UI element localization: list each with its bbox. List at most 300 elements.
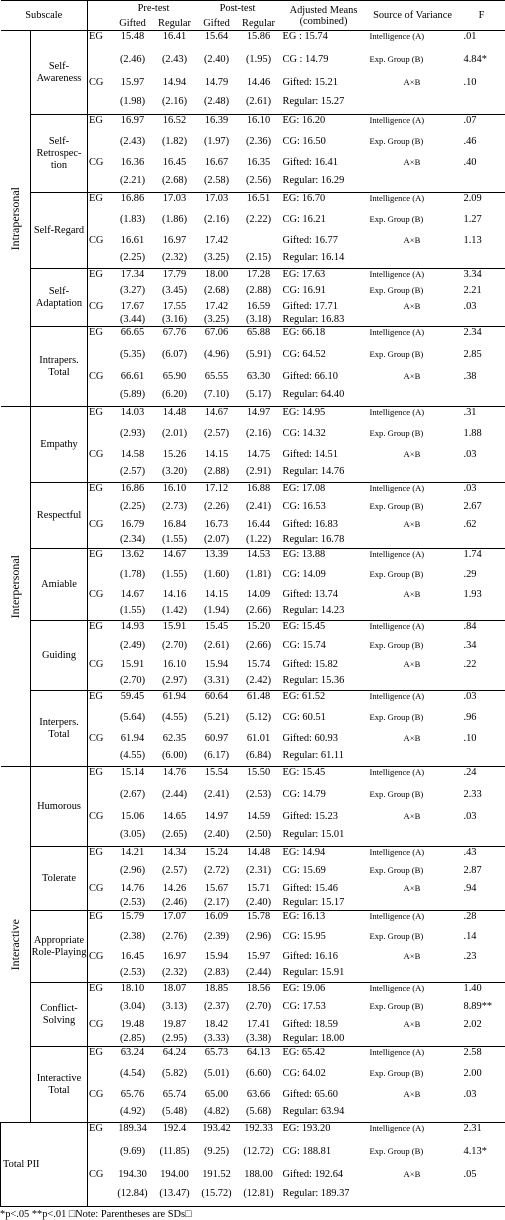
cell-eg-pre_r-sd: (5.82) bbox=[154, 1068, 196, 1089]
cell-eg-post_r-sd: (2.88) bbox=[238, 285, 280, 301]
cell-cg-post_r: 188.00 bbox=[238, 1169, 280, 1188]
eg-label: EG bbox=[88, 327, 112, 371]
cell-cg-post_r-sd: (2.56) bbox=[238, 175, 280, 193]
cell-eg-post_g-sd: (2.61) bbox=[196, 640, 238, 659]
adjusted-mean: Regular: 61.11 bbox=[280, 750, 368, 767]
f-value bbox=[458, 967, 505, 983]
source-of-variance bbox=[368, 829, 458, 847]
cell-eg-pre_g: 59.45 bbox=[112, 691, 154, 712]
f-value: 1.27 bbox=[458, 214, 505, 235]
cell-eg-pre_r: 16.52 bbox=[154, 115, 196, 136]
group-name: Interpersonal bbox=[9, 555, 21, 618]
cell-cg-pre_r: 65.90 bbox=[154, 371, 196, 389]
f-value bbox=[458, 389, 505, 407]
f-value bbox=[458, 750, 505, 767]
f-value: .10 bbox=[458, 733, 505, 750]
source-of-variance: A×B bbox=[368, 951, 458, 967]
cell-cg-post_g: 191.52 bbox=[196, 1169, 238, 1188]
cell-eg-post_r-sd: (1.95) bbox=[238, 54, 280, 77]
cell-eg-post_g: 193.42 bbox=[196, 1123, 238, 1146]
source-of-variance bbox=[368, 750, 458, 767]
eg-label: EG bbox=[88, 549, 112, 589]
adjusted-mean: CG: 60.51 bbox=[280, 712, 368, 733]
source-of-variance: Exp. Group (B) bbox=[368, 1068, 458, 1089]
pretest-header: Pre-test bbox=[112, 1, 196, 17]
cell-cg-post_g-sd: (2.40) bbox=[196, 829, 238, 847]
f-value: 1.88 bbox=[458, 428, 505, 449]
cell-cg-pre_g: 15.91 bbox=[112, 659, 154, 675]
cell-eg-post_g: 15.45 bbox=[196, 621, 238, 640]
cell-eg-pre_r: 17.03 bbox=[154, 193, 196, 214]
cell-eg-pre_r: 14.67 bbox=[154, 549, 196, 569]
cell-cg-pre_g-sd: (1.55) bbox=[112, 605, 154, 621]
source-of-variance: A×B bbox=[368, 77, 458, 96]
subscale-label: Self-Awareness bbox=[31, 31, 88, 115]
source-of-variance: A×B bbox=[368, 235, 458, 252]
f-value: 2.58 bbox=[458, 1047, 505, 1068]
adjusted-mean: Gifted: 13.74 bbox=[280, 589, 368, 605]
group-name: Intrapersonal bbox=[9, 187, 21, 250]
adjusted-mean: Gifted: 15.46 bbox=[280, 883, 368, 897]
cell-cg-post_g-sd: (2.07) bbox=[196, 534, 238, 549]
cell-cg-pre_g: 65.76 bbox=[112, 1089, 154, 1106]
cell-eg-post_r: 15.86 bbox=[238, 31, 280, 54]
f-value: 2.00 bbox=[458, 1068, 505, 1089]
adjusted-mean: Regular: 14.23 bbox=[280, 605, 368, 621]
cell-cg-post_r: 14.59 bbox=[238, 811, 280, 829]
cell-eg-post_g: 15.54 bbox=[196, 767, 238, 789]
source-of-variance bbox=[368, 389, 458, 407]
cell-eg-post_r-sd: (2.70) bbox=[238, 1001, 280, 1019]
cell-eg-pre_g-sd: (2.96) bbox=[112, 865, 154, 883]
source-of-variance: Exp. Group (B) bbox=[368, 54, 458, 77]
cell-cg-post_r bbox=[238, 235, 280, 252]
adjusted-mean: EG: 17.63 bbox=[280, 269, 368, 285]
f-value: .03 bbox=[458, 691, 505, 712]
cell-eg-pre_r: 17.79 bbox=[154, 269, 196, 285]
cell-cg-pre_g: 15.97 bbox=[112, 77, 154, 96]
cell-eg-post_r-sd: (2.41) bbox=[238, 501, 280, 519]
cell-eg-post_g: 13.39 bbox=[196, 549, 238, 569]
eg-label: EG bbox=[88, 691, 112, 733]
adjusted-mean: Gifted: 16.83 bbox=[280, 519, 368, 534]
adjusted-mean: Regular: 15.27 bbox=[280, 96, 368, 115]
eg-label: EG bbox=[88, 115, 112, 157]
f-value bbox=[458, 829, 505, 847]
source-of-variance: Exp. Group (B) bbox=[368, 1146, 458, 1169]
cell-cg-pre_g: 66.61 bbox=[112, 371, 154, 389]
f-value: .62 bbox=[458, 519, 505, 534]
cg-label: CG bbox=[88, 1019, 112, 1047]
subscale-label: Self-Adaptation bbox=[31, 269, 88, 327]
cell-cg-post_r: 61.01 bbox=[238, 733, 280, 750]
cell-eg-pre_r: 61.94 bbox=[154, 691, 196, 712]
eg-label: EG bbox=[88, 767, 112, 811]
source-of-variance: Exp. Group (B) bbox=[368, 640, 458, 659]
adjusted-mean: Gifted: 18.59 bbox=[280, 1019, 368, 1033]
cg-label: CG bbox=[88, 659, 112, 691]
cell-cg-post_g: 16.73 bbox=[196, 519, 238, 534]
cell-eg-post_r: 15.78 bbox=[238, 911, 280, 931]
cell-cg-pre_r: 65.74 bbox=[154, 1089, 196, 1106]
f-value bbox=[458, 252, 505, 269]
cell-cg-post_r-sd: (3.38) bbox=[238, 1033, 280, 1047]
cell-eg-post_g-sd: (2.68) bbox=[196, 285, 238, 301]
cell-cg-post_g: 14.97 bbox=[196, 811, 238, 829]
cell-cg-post_g-sd: (4.82) bbox=[196, 1106, 238, 1123]
adjusted-mean: Gifted: 15.82 bbox=[280, 659, 368, 675]
adjusted-mean: CG: 15.74 bbox=[280, 640, 368, 659]
cell-eg-post_r: 192.33 bbox=[238, 1123, 280, 1146]
adjusted-mean: EG: 61.52 bbox=[280, 691, 368, 712]
cell-cg-post_g: 17.42 bbox=[196, 235, 238, 252]
cell-eg-pre_g: 189.34 bbox=[112, 1123, 154, 1146]
adjusted-mean: EG: 65.42 bbox=[280, 1047, 368, 1068]
table-row bbox=[1, 691, 505, 712]
cell-eg-pre_g-sd: (3.04) bbox=[112, 1001, 154, 1019]
source-of-variance bbox=[368, 314, 458, 327]
adjusted-mean: Regular: 16.29 bbox=[280, 175, 368, 193]
cell-cg-pre_r-sd: (3.20) bbox=[154, 466, 196, 483]
source-of-variance: Intelligence (A) bbox=[368, 847, 458, 865]
subscale-label: Humorous bbox=[31, 767, 88, 847]
adjusted-mean: EG: 14.94 bbox=[280, 847, 368, 865]
f-value bbox=[458, 897, 505, 911]
cell-eg-pre_r: 16.10 bbox=[154, 483, 196, 501]
source-of-variance: A×B bbox=[368, 519, 458, 534]
source-of-variance: A×B bbox=[368, 1019, 458, 1033]
cell-eg-pre_r-sd: (1.55) bbox=[154, 569, 196, 589]
adjusted-mean: Gifted: 16.41 bbox=[280, 157, 368, 175]
table-row bbox=[1, 327, 505, 349]
cell-cg-pre_g-sd: (2.57) bbox=[112, 466, 154, 483]
eg-label: EG bbox=[88, 193, 112, 235]
cell-eg-pre_g: 15.48 bbox=[112, 31, 154, 54]
cell-eg-post_g: 60.64 bbox=[196, 691, 238, 712]
total-label: Total PII bbox=[1, 1123, 88, 1207]
cell-cg-post_g-sd: (2.48) bbox=[196, 96, 238, 115]
cg-label: CG bbox=[88, 951, 112, 983]
adjusted-mean: EG: 66.18 bbox=[280, 327, 368, 349]
source-of-variance: Intelligence (A) bbox=[368, 691, 458, 712]
cell-cg-post_g-sd: (3.25) bbox=[196, 252, 238, 269]
source-of-variance bbox=[368, 1188, 458, 1207]
f-value: .96 bbox=[458, 712, 505, 733]
table-row bbox=[1, 767, 505, 789]
table-row bbox=[1, 1047, 505, 1068]
cell-eg-post_g-sd: (2.40) bbox=[196, 54, 238, 77]
cell-eg-pre_r-sd: (1.86) bbox=[154, 214, 196, 235]
cell-eg-pre_r-sd: (2.01) bbox=[154, 428, 196, 449]
cell-cg-post_g-sd: (1.94) bbox=[196, 605, 238, 621]
f-value: 2.34 bbox=[458, 327, 505, 349]
table-row bbox=[1, 911, 505, 931]
adjusted-mean: Regular: 63.94 bbox=[280, 1106, 368, 1123]
adjusted-mean: CG: 15.95 bbox=[280, 931, 368, 951]
cell-cg-pre_r-sd: (2.46) bbox=[154, 897, 196, 911]
cell-cg-post_g-sd: (7.10) bbox=[196, 389, 238, 407]
cell-eg-pre_g: 18.10 bbox=[112, 983, 154, 1001]
cell-cg-post_g-sd: (2.17) bbox=[196, 897, 238, 911]
f-value: 8.89** bbox=[458, 1001, 505, 1019]
cell-cg-pre_r: 16.10 bbox=[154, 659, 196, 675]
cell-eg-post_g: 17.12 bbox=[196, 483, 238, 501]
adjusted-mean: EG: 15.45 bbox=[280, 621, 368, 640]
table-row bbox=[1, 115, 505, 136]
cell-eg-pre_r-sd: (6.07) bbox=[154, 349, 196, 371]
f-value bbox=[458, 175, 505, 193]
cell-eg-post_r-sd: (2.16) bbox=[238, 428, 280, 449]
cell-eg-post_g: 17.03 bbox=[196, 193, 238, 214]
adjusted-mean: CG: 64.52 bbox=[280, 349, 368, 371]
cell-eg-pre_g: 16.86 bbox=[112, 193, 154, 214]
subscale-label: Interpers. Total bbox=[31, 691, 88, 767]
cell-eg-pre_r-sd: (2.43) bbox=[154, 54, 196, 77]
cell-eg-pre_r-sd: (2.73) bbox=[154, 501, 196, 519]
subscale-label: Intrapers. Total bbox=[31, 327, 88, 407]
subscale-label: Interactive Total bbox=[31, 1047, 88, 1123]
f-value: 2.87 bbox=[458, 865, 505, 883]
cg-label: CG bbox=[88, 449, 112, 483]
cell-cg-pre_g: 14.58 bbox=[112, 449, 154, 466]
f-value: .34 bbox=[458, 640, 505, 659]
table-row bbox=[1, 483, 505, 501]
cell-eg-pre_g-sd: (3.27) bbox=[112, 285, 154, 301]
source-of-variance: Intelligence (A) bbox=[368, 193, 458, 214]
cell-cg-post_g-sd: (6.17) bbox=[196, 750, 238, 767]
pretest-regular-header: Regular bbox=[154, 17, 196, 31]
cell-cg-pre_r: 19.87 bbox=[154, 1019, 196, 1033]
posttest-regular-header: Regular bbox=[238, 17, 280, 31]
cg-label: CG bbox=[88, 157, 112, 193]
source-of-variance: Exp. Group (B) bbox=[368, 501, 458, 519]
cell-cg-pre_g-sd: (2.34) bbox=[112, 534, 154, 549]
cell-cg-pre_g-sd: (2.70) bbox=[112, 675, 154, 691]
adjusted-mean: Gifted: 14.51 bbox=[280, 449, 368, 466]
posttest-gifted-header: Gifted bbox=[196, 17, 238, 31]
cell-eg-post_g-sd: (1.60) bbox=[196, 569, 238, 589]
cell-eg-post_g: 65.73 bbox=[196, 1047, 238, 1068]
cg-label: CG bbox=[88, 371, 112, 407]
cell-eg-post_r-sd: (5.91) bbox=[238, 349, 280, 371]
source-of-variance: Intelligence (A) bbox=[368, 327, 458, 349]
source-of-variance: Exp. Group (B) bbox=[368, 931, 458, 951]
cell-cg-post_r: 14.75 bbox=[238, 449, 280, 466]
table-row bbox=[1, 269, 505, 285]
cell-cg-pre_g: 61.94 bbox=[112, 733, 154, 750]
cell-cg-pre_g: 19.48 bbox=[112, 1019, 154, 1033]
cell-cg-pre_g-sd: (1.98) bbox=[112, 96, 154, 115]
source-of-variance: Exp. Group (B) bbox=[368, 214, 458, 235]
f-value: .29 bbox=[458, 569, 505, 589]
cell-eg-post_g: 16.09 bbox=[196, 911, 238, 931]
table-row bbox=[1, 1123, 505, 1146]
table-row bbox=[1, 847, 505, 865]
cell-cg-post_g: 14.15 bbox=[196, 589, 238, 605]
cell-cg-post_r-sd: (3.18) bbox=[238, 314, 280, 327]
cell-cg-post_r: 16.59 bbox=[238, 301, 280, 314]
adjusted-mean: Gifted: 17.71 bbox=[280, 301, 368, 314]
source-of-variance: Intelligence (A) bbox=[368, 911, 458, 931]
cell-eg-post_g-sd: (2.41) bbox=[196, 789, 238, 811]
cell-cg-post_g: 14.15 bbox=[196, 449, 238, 466]
cell-eg-pre_r-sd: (2.57) bbox=[154, 865, 196, 883]
f-value: 1.40 bbox=[458, 983, 505, 1001]
source-of-variance: Intelligence (A) bbox=[368, 407, 458, 428]
cell-cg-pre_g-sd: (3.44) bbox=[112, 314, 154, 327]
cell-eg-pre_r: 14.34 bbox=[154, 847, 196, 865]
cell-eg-pre_r-sd: (3.45) bbox=[154, 285, 196, 301]
source-of-variance: Intelligence (A) bbox=[368, 1047, 458, 1068]
f-header: F bbox=[458, 1, 505, 31]
cell-cg-post_r: 16.35 bbox=[238, 157, 280, 175]
cell-cg-pre_r-sd: (2.32) bbox=[154, 252, 196, 269]
cell-cg-pre_r: 62.35 bbox=[154, 733, 196, 750]
cell-eg-post_g-sd: (9.25) bbox=[196, 1146, 238, 1169]
cell-cg-post_g: 15.94 bbox=[196, 951, 238, 967]
cell-cg-post_r-sd: (2.66) bbox=[238, 605, 280, 621]
f-value bbox=[458, 605, 505, 621]
f-value: .14 bbox=[458, 931, 505, 951]
source-of-variance bbox=[368, 1033, 458, 1047]
cell-eg-post_g-sd: (2.39) bbox=[196, 931, 238, 951]
cell-cg-post_r-sd: (2.61) bbox=[238, 96, 280, 115]
cell-cg-post_r-sd: (12.81) bbox=[238, 1188, 280, 1207]
adjusted-mean: CG: 14.09 bbox=[280, 569, 368, 589]
source-of-variance bbox=[368, 534, 458, 549]
cell-cg-pre_r-sd: (2.95) bbox=[154, 1033, 196, 1047]
cell-eg-post_g: 16.39 bbox=[196, 115, 238, 136]
cell-cg-pre_r: 14.16 bbox=[154, 589, 196, 605]
f-value bbox=[458, 1188, 505, 1207]
cell-cg-post_r: 63.66 bbox=[238, 1089, 280, 1106]
cell-eg-post_r: 14.48 bbox=[238, 847, 280, 865]
adjusted-mean: EG: 17.08 bbox=[280, 483, 368, 501]
cell-cg-post_g: 14.79 bbox=[196, 77, 238, 96]
cell-eg-pre_g: 17.34 bbox=[112, 269, 154, 285]
adjusted-mean: CG: 64.02 bbox=[280, 1068, 368, 1089]
cell-cg-post_r: 63.30 bbox=[238, 371, 280, 389]
cell-cg-pre_r-sd: (1.42) bbox=[154, 605, 196, 621]
cell-cg-post_r: 15.71 bbox=[238, 883, 280, 897]
source-of-variance: A×B bbox=[368, 1089, 458, 1106]
adjusted-mean: CG: 14.79 bbox=[280, 789, 368, 811]
f-value: 2.33 bbox=[458, 789, 505, 811]
cell-cg-pre_r: 14.26 bbox=[154, 883, 196, 897]
source-of-variance bbox=[368, 605, 458, 621]
source-of-variance: Intelligence (A) bbox=[368, 1123, 458, 1146]
subscale-label: Self-Retrospec-tion bbox=[31, 115, 88, 193]
cell-eg-post_r: 18.56 bbox=[238, 983, 280, 1001]
cell-eg-post_g: 15.24 bbox=[196, 847, 238, 865]
cell-cg-post_r: 16.44 bbox=[238, 519, 280, 534]
cell-eg-pre_r: 67.76 bbox=[154, 327, 196, 349]
table-row bbox=[1, 983, 505, 1001]
f-value bbox=[458, 534, 505, 549]
f-value: .07 bbox=[458, 115, 505, 136]
source-of-variance bbox=[368, 466, 458, 483]
cell-cg-post_r-sd: (6.84) bbox=[238, 750, 280, 767]
cell-eg-post_r-sd: (6.60) bbox=[238, 1068, 280, 1089]
source-of-variance: Exp. Group (B) bbox=[368, 1001, 458, 1019]
adjusted-mean: Regular: 64.40 bbox=[280, 389, 368, 407]
cg-label: CG bbox=[88, 733, 112, 767]
cell-cg-pre_r: 16.84 bbox=[154, 519, 196, 534]
f-value bbox=[458, 675, 505, 691]
cell-eg-pre_g-sd: (2.38) bbox=[112, 931, 154, 951]
source-of-variance bbox=[368, 252, 458, 269]
cell-cg-post_g-sd: (3.31) bbox=[196, 675, 238, 691]
f-value: 2.02 bbox=[458, 1019, 505, 1033]
source-of-variance: A×B bbox=[368, 589, 458, 605]
cell-cg-pre_r: 16.97 bbox=[154, 951, 196, 967]
eg-label: EG bbox=[88, 31, 112, 77]
group-label bbox=[1, 31, 31, 407]
source-of-variance: A×B bbox=[368, 659, 458, 675]
adjusted-mean: EG: 14.95 bbox=[280, 407, 368, 428]
source-of-variance: Intelligence (A) bbox=[368, 549, 458, 569]
cell-eg-pre_g-sd: (1.78) bbox=[112, 569, 154, 589]
cell-cg-pre_r: 14.65 bbox=[154, 811, 196, 829]
source-of-variance: Intelligence (A) bbox=[368, 621, 458, 640]
cell-cg-pre_g-sd: (4.92) bbox=[112, 1106, 154, 1123]
source-of-variance: Exp. Group (B) bbox=[368, 349, 458, 371]
f-value: .38 bbox=[458, 371, 505, 389]
eg-label: EG bbox=[88, 621, 112, 659]
cell-eg-pre_g-sd: (2.49) bbox=[112, 640, 154, 659]
source-of-variance: A×B bbox=[368, 1169, 458, 1188]
adjusted-mean: Gifted: 16.77 bbox=[280, 235, 368, 252]
source-of-variance: Intelligence (A) bbox=[368, 269, 458, 285]
table-body bbox=[1, 31, 505, 1207]
adjusted-mean: CG: 14.32 bbox=[280, 428, 368, 449]
cell-cg-post_g-sd: (3.33) bbox=[196, 1033, 238, 1047]
f-value: 1.93 bbox=[458, 589, 505, 605]
cell-eg-post_g: 67.06 bbox=[196, 327, 238, 349]
cell-cg-post_r: 14.46 bbox=[238, 77, 280, 96]
adjusted-mean: CG: 16.91 bbox=[280, 285, 368, 301]
cell-eg-post_r-sd: (5.12) bbox=[238, 712, 280, 733]
f-value: 2.31 bbox=[458, 1123, 505, 1146]
cell-cg-pre_g: 16.79 bbox=[112, 519, 154, 534]
adjusted-mean: Regular: 16.83 bbox=[280, 314, 368, 327]
cell-cg-pre_g-sd: (2.25) bbox=[112, 252, 154, 269]
cell-eg-pre_g-sd: (2.93) bbox=[112, 428, 154, 449]
f-value: 2.21 bbox=[458, 285, 505, 301]
adjusted-mean: EG: 193.20 bbox=[280, 1123, 368, 1146]
source-of-variance: Exp. Group (B) bbox=[368, 428, 458, 449]
cell-cg-pre_r-sd: (1.55) bbox=[154, 534, 196, 549]
f-value: .01 bbox=[458, 31, 505, 54]
cg-label: CG bbox=[88, 1169, 112, 1207]
cell-cg-post_g: 15.94 bbox=[196, 659, 238, 675]
adjusted-mean: EG: 15.45 bbox=[280, 767, 368, 789]
cell-eg-post_r: 16.10 bbox=[238, 115, 280, 136]
eg-label: EG bbox=[88, 983, 112, 1019]
cell-cg-post_r-sd: (2.15) bbox=[238, 252, 280, 269]
cell-eg-pre_r: 14.48 bbox=[154, 407, 196, 428]
cell-cg-post_g: 15.67 bbox=[196, 883, 238, 897]
cell-cg-pre_r-sd: (6.00) bbox=[154, 750, 196, 767]
cell-cg-pre_g-sd: (3.05) bbox=[112, 829, 154, 847]
cell-eg-post_r: 14.97 bbox=[238, 407, 280, 428]
cell-eg-pre_r-sd: (2.44) bbox=[154, 789, 196, 811]
adjusted-mean: Gifted: 66.10 bbox=[280, 371, 368, 389]
cell-cg-pre_g-sd: (2.85) bbox=[112, 1033, 154, 1047]
cell-cg-pre_r: 17.55 bbox=[154, 301, 196, 314]
source-of-variance: Exp. Group (B) bbox=[368, 712, 458, 733]
cell-eg-post_g-sd: (2.72) bbox=[196, 865, 238, 883]
